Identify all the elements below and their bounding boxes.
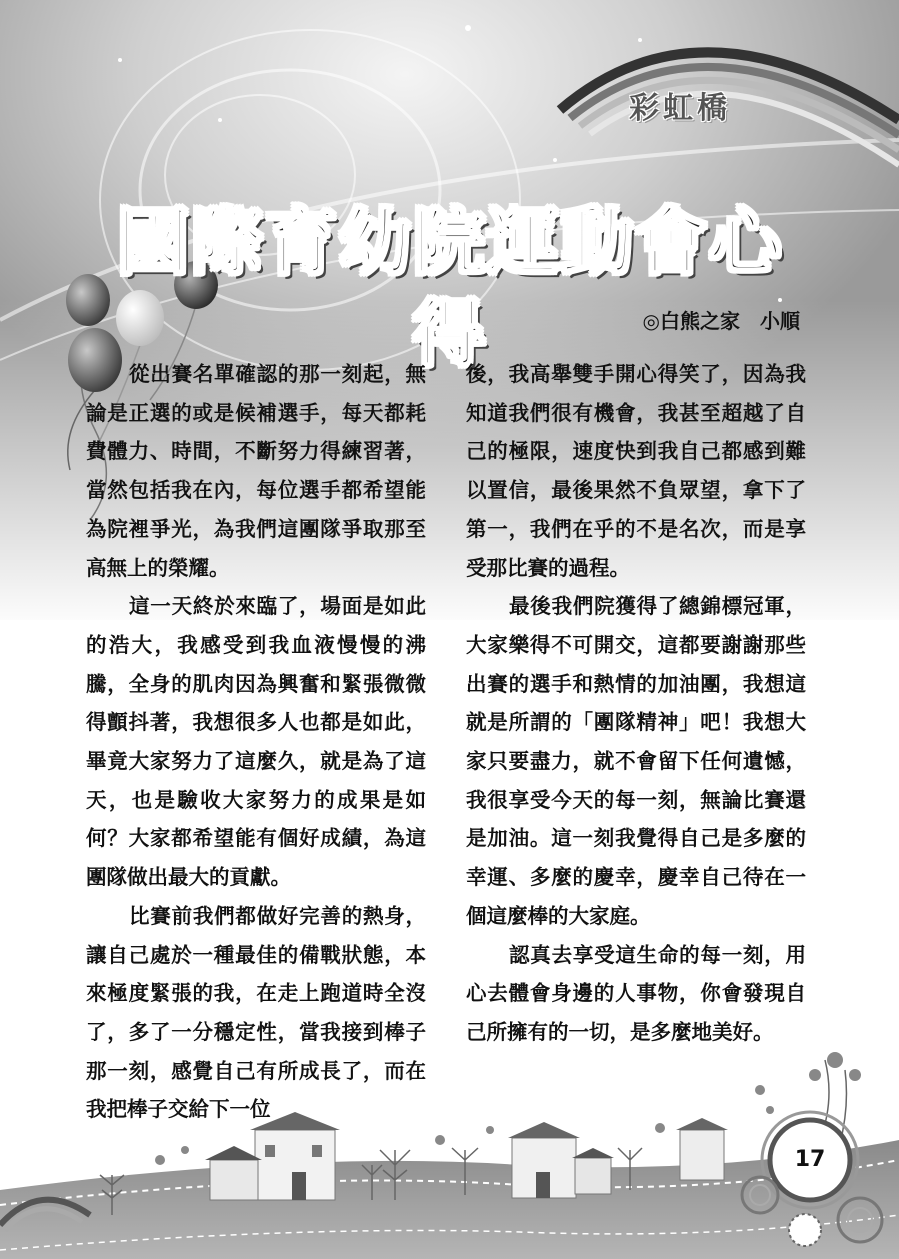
article-paragraph: 比賽前我們都做好完善的熱身，讓自己處於一種最佳的備戰狀態，本來極度緊張的我，在走上跑道時全沒了，多了一分穩定性，當我接到棒子那一刻，感覺自己有所成長了，而在我把棒子交給下一位: [86, 903, 426, 1122]
article-paragraph: 從出賽名單確認的那一刻起，無論是正選的或是候補選手，每天都耗費體力、時間，不斷努力得練習著，當然包括我在內，每位選手都希望能為院裡爭光，為我們這團隊爭取那至高無上的榮耀。: [86, 362, 426, 580]
page-number: 17: [794, 1147, 826, 1172]
author-byline: ◎白熊之家 小順: [642, 309, 800, 333]
article-paragraph: 這一天終於來臨了，場面是如此的浩大，我感受到我血液慢慢的沸騰，全身的肌肉因為興奮和緊張微微得顫抖著，我想很多人也都是如此，畢竟大家努力了這麼久，就是為了這天，也是驗收大家努力的成果是如何？大家都希望能有個好成績，為這團隊做出最大的貢獻。: [86, 594, 426, 890]
page-title: 國際育幼院運動會心得: [116, 200, 783, 376]
section-name: 彩虹橋: [629, 91, 731, 126]
article-paragraph: 認真去享受這生命的每一刻，用心去體會身邊的人事物，你會發現自己所擁有的一切，是多麼地美好。: [466, 942, 806, 1044]
article-column-left: [86, 355, 426, 1129]
article-paragraph-continued: 後，我高舉雙手開心得笑了，因為我知道我們很有機會，我甚至超越了自己的極限，速度快到我自己都感到難以置信，最後果然不負眾望，拿下了第一，我們在乎的不是名次，而是享受那比賽的過程。: [466, 362, 806, 580]
article-paragraph: 最後我們院獲得了總錦標冠軍，大家樂得不可開交，這都要謝謝那些出賽的選手和熱情的加油團，我想這就是所謂的「團隊精神」吧！我想大家只要盡力，就不會留下任何遺憾，我很享受今天的每一刻，無論比賽還是加油。這一刻我覺得自己是多麼的幸運、多麼的慶幸，慶幸自己待在一個這麼棒的大家庭。: [466, 594, 806, 928]
article-column-right: [466, 355, 806, 1052]
